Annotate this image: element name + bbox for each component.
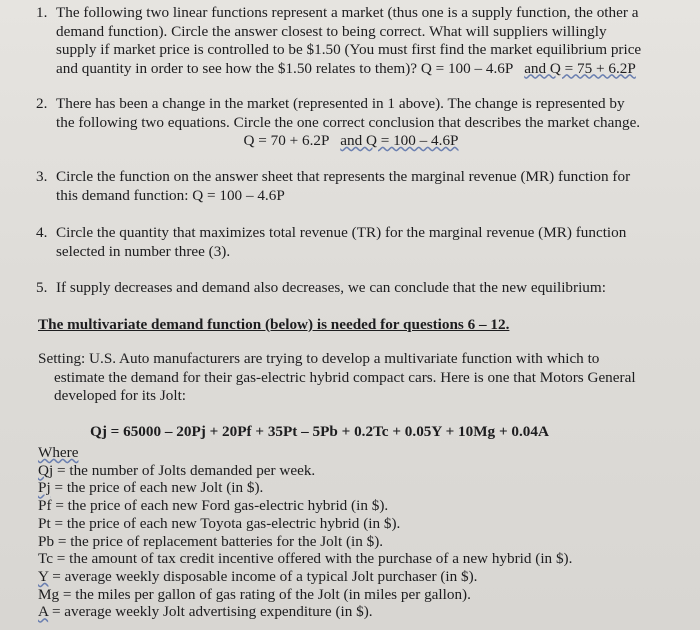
- question-number: 3.: [36, 168, 48, 185]
- question-line: this demand function: Q = 100 – 4.6P: [56, 186, 285, 204]
- variable-definitions: [38, 444, 678, 621]
- question-4: [36, 224, 686, 261]
- question-line: demand function). Circle the answer closest to being correct. What will suppliers willingly: [56, 22, 607, 40]
- definition-text: = average weekly disposable income of a typical Jolt purchaser (in $).: [48, 567, 478, 585]
- definition-row: [38, 533, 678, 551]
- where-label: Where: [38, 444, 79, 461]
- definition-text: = the price of each new Ford gas-electric hybrid (in $).: [51, 497, 389, 515]
- definition-symbol: Qj: [38, 461, 54, 479]
- question-3: [36, 168, 686, 205]
- definition-symbol: Tc: [38, 550, 53, 568]
- setting-line: estimate the demand for their gas-electric hybrid compact cars. Here is one that Motors General: [54, 368, 636, 386]
- setting-line: developed for its Jolt:: [54, 387, 187, 404]
- definition-row: [38, 497, 678, 515]
- setting-line: Setting: U.S. Auto manufacturers are trying to develop a multivariate function with which to: [38, 350, 600, 367]
- question-line: selected in number three (3).: [56, 242, 231, 260]
- definition-text: = the price of replacement batteries for the Jolt (in $).: [54, 532, 384, 550]
- definition-text: = the price of each new Toyota gas-electric hybrid (in $).: [50, 514, 401, 532]
- equation-line: [56, 132, 686, 151]
- question-line: [56, 60, 686, 79]
- question-line: The following two linear functions represent a market (thus one is a supply function, the other a: [56, 4, 639, 21]
- question-1: [36, 4, 686, 78]
- definition-row: [38, 603, 678, 621]
- definition-text: = the number of Jolts demanded per week.: [53, 461, 316, 479]
- equation-b: and Q = 100 – 4.6P: [340, 132, 459, 149]
- question-number: 2.: [36, 95, 48, 112]
- question-number: 4.: [36, 224, 48, 241]
- question-line: the following two equations. Circle the one correct conclusion that describes the market change.: [56, 113, 641, 131]
- demand-formula: Qj = 65000 – 20Pj + 20Pf + 35Pt – 5Pb + 0.2Tc + 0.05Y + 10Mg + 0.04A: [90, 423, 549, 440]
- question-number: 1.: [36, 4, 48, 21]
- question-line: If supply decreases and demand also decreases, we can conclude that the new equilibrium:: [56, 279, 606, 296]
- section-heading: The multivariate demand function (below) is needed for questions 6 – 12.: [38, 316, 510, 333]
- definition-text: = the amount of tax credit incentive offered with the purchase of a new hybrid (in $).: [52, 550, 573, 568]
- definition-symbol: Mg: [38, 585, 60, 603]
- definition-text: = average weekly Jolt advertising expenditure (in $).: [48, 603, 373, 621]
- setting-paragraph: [38, 350, 678, 406]
- definition-row: [38, 515, 678, 533]
- definition-symbol: Pb: [38, 532, 55, 550]
- question-line: supply if market price is controlled to be $1.50 (You must first find the market equilibrium price: [56, 41, 642, 58]
- question-number: 5.: [36, 279, 48, 296]
- definition-symbol: Pf: [38, 497, 52, 515]
- question-5: [36, 279, 686, 298]
- definition-symbol: Y: [38, 567, 49, 585]
- question-2: [36, 95, 686, 151]
- definition-row: [38, 462, 678, 480]
- question-line: Circle the quantity that maximizes total revenue (TR) for the marginal revenue (MR) function: [56, 224, 627, 241]
- definition-row: [38, 586, 678, 604]
- equation-a: Q = 70 + 6.2P: [243, 132, 329, 149]
- supply-equation: and Q = 75 + 6.2P: [524, 59, 636, 77]
- definition-text: = the price of each new Jolt (in $).: [50, 479, 264, 497]
- question-text: and quantity in order to see how the $1.50 relates to them)? Q = 100 – 4.6P: [56, 59, 513, 77]
- definition-symbol: Pt: [38, 514, 51, 532]
- question-line: There has been a change in the market (represented in 1 above). The change is represented by: [56, 95, 625, 112]
- definition-row: [38, 568, 678, 586]
- definition-row: [38, 479, 678, 497]
- definition-symbol: A: [38, 603, 49, 621]
- definition-row: [38, 550, 678, 568]
- definition-text: = the miles per gallon of gas rating of the Jolt (in miles per gallon).: [59, 585, 471, 603]
- definition-symbol: Pj: [38, 479, 51, 497]
- question-line: Circle the function on the answer sheet that represents the marginal revenue (MR) function for: [56, 168, 631, 185]
